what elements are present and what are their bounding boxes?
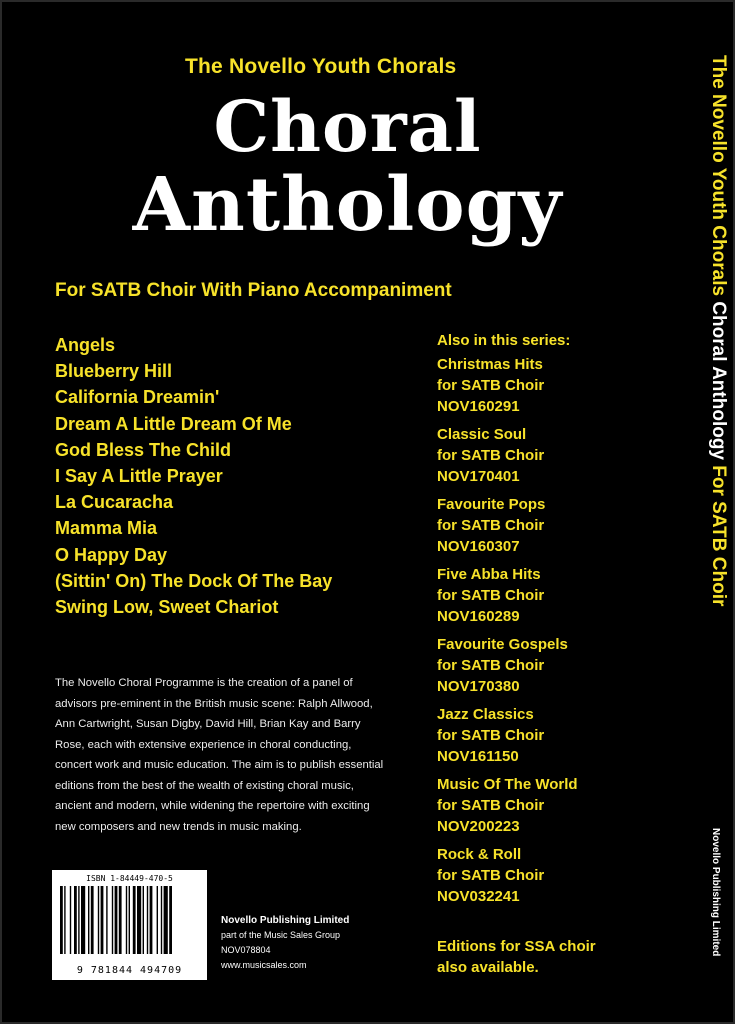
title-line-2: Anthology [132, 162, 563, 248]
spine-series: The Novello Youth Chorals [708, 55, 729, 297]
barcode-bar [157, 886, 158, 954]
series-item-title: Classic Soul [437, 426, 527, 443]
barcode-bar [81, 886, 85, 954]
barcode-bar [169, 886, 172, 954]
series-item [437, 424, 578, 494]
series-item [437, 704, 578, 774]
song-item: O Happy Day [55, 544, 168, 565]
publisher-code: NOV078804 [221, 945, 271, 955]
song-item: Blueberry Hill [55, 361, 173, 382]
publisher-url: www.musicsales.com [221, 960, 307, 970]
series-item-title: Christmas Hits [437, 356, 543, 373]
song-list [55, 332, 332, 620]
barcode-bar [119, 886, 122, 954]
publisher-name: Novello Publishing Limited [221, 915, 350, 926]
publisher-group: part of the Music Sales Group [221, 930, 341, 940]
series-item [437, 354, 578, 424]
barcode-bar [133, 886, 136, 954]
series-item-sub: for SATB Choir [437, 867, 545, 884]
subtitle: For SATB Choir With Piano Accompaniment [55, 280, 452, 301]
barcode [52, 870, 207, 980]
barcode-bar [137, 886, 141, 954]
ean-text: 9 781844 494709 [76, 965, 183, 976]
series-item-code: NOV160289 [437, 608, 520, 625]
also-heading: Also in this series: [437, 332, 571, 349]
barcode-bar [78, 886, 79, 954]
also-in-series [437, 330, 578, 914]
series-item-code: NOV032241 [437, 888, 520, 905]
barcode-bars [60, 886, 199, 954]
barcode-bar [129, 886, 130, 954]
series-item-sub: for SATB Choir [437, 587, 545, 604]
publisher-info [221, 913, 349, 973]
also-footer [437, 936, 596, 978]
song-item: Angels [55, 335, 116, 355]
barcode-bar [115, 886, 118, 954]
song-item: Swing Low, Sweet Chariot [55, 596, 279, 617]
series-item [437, 774, 578, 844]
barcode-bar [64, 886, 65, 954]
isbn-text: ISBN 1-84449-470-5 [86, 874, 173, 883]
barcode-bar [126, 886, 127, 954]
series-item-code: NOV170380 [437, 678, 520, 695]
spine-book-title: Choral Anthology [708, 301, 729, 460]
series-item-code: NOV160307 [437, 538, 520, 555]
series-item-title: Rock & Roll [437, 846, 522, 863]
spine-publisher [707, 828, 725, 978]
song-item: La Cucaracha [55, 492, 174, 513]
song-item: I Say A Little Prayer [55, 465, 223, 486]
series-item-sub: for SATB Choir [437, 797, 545, 814]
song-item: Dream A Little Dream Of Me [55, 413, 292, 434]
barcode-bar [112, 886, 113, 954]
series-item-sub: for SATB Choir [437, 377, 545, 394]
series-item [437, 564, 578, 634]
series-name: The Novello Youth Chorals [185, 55, 457, 78]
series-item [437, 494, 578, 564]
barcode-bar [60, 886, 63, 954]
series-item-code: NOV170401 [437, 468, 520, 485]
barcode-bar [143, 886, 144, 954]
series-item-sub: for SATB Choir [437, 447, 545, 464]
series-item [437, 634, 578, 704]
series-item-code: NOV160291 [437, 398, 520, 415]
series-item-sub: for SATB Choir [437, 727, 545, 744]
barcode-bar [74, 886, 77, 954]
series-item-title: Five Abba Hits [437, 566, 541, 583]
series-item [437, 844, 578, 914]
series-item-sub: for SATB Choir [437, 657, 545, 674]
barcode-bar [164, 886, 168, 954]
barcode-bar [98, 886, 99, 954]
song-item: (Sittin' On) The Dock Of The Bay [55, 570, 333, 591]
also-footer-line-2: also available. [437, 959, 539, 976]
barcode-bar [161, 886, 162, 954]
series-item-title: Jazz Classics [437, 706, 534, 723]
barcode-bar [88, 886, 89, 954]
spine-subtitle: For SATB Choir [708, 465, 729, 607]
song-item: Mamma Mia [55, 518, 158, 539]
barcode-bar [150, 886, 153, 954]
series-item-code: NOV200223 [437, 818, 520, 835]
series-item-sub: for SATB Choir [437, 517, 545, 534]
series-item-code: NOV161150 [437, 748, 519, 765]
song-item: God Bless The Child [55, 439, 232, 460]
barcode-bar [91, 886, 94, 954]
barcode-bar [106, 886, 107, 954]
title-line-1: Choral [213, 85, 482, 168]
barcode-bar [147, 886, 148, 954]
series-item-title: Favourite Pops [437, 496, 546, 513]
barcode-bar [101, 886, 104, 954]
barcode-bar [70, 886, 71, 954]
song-item: California Dreamin' [55, 387, 220, 408]
spine-title [707, 55, 729, 695]
programme-blurb: The Novello Choral Programme is the creation of a panel of advisors pre-eminent in the British music scene: Ralph Allwood, Ann Cartwright, Susan Digby, David Hill, Brian Kay and Barry Rose, each with extensive experience in choral conducting, concert work and music education. The aim is to publish essential editions from the best of the wealth of existing choral music, ancient and modern, while widening the repertoire with exciting new composers and new trends in music making. [55, 677, 384, 833]
series-item-title: Music Of The World [437, 776, 578, 793]
series-item-title: Favourite Gospels [437, 636, 568, 653]
spine-publisher-name: Novello Publishing Limited [710, 828, 721, 957]
also-footer-line-1: Editions for SSA choir [437, 938, 596, 955]
